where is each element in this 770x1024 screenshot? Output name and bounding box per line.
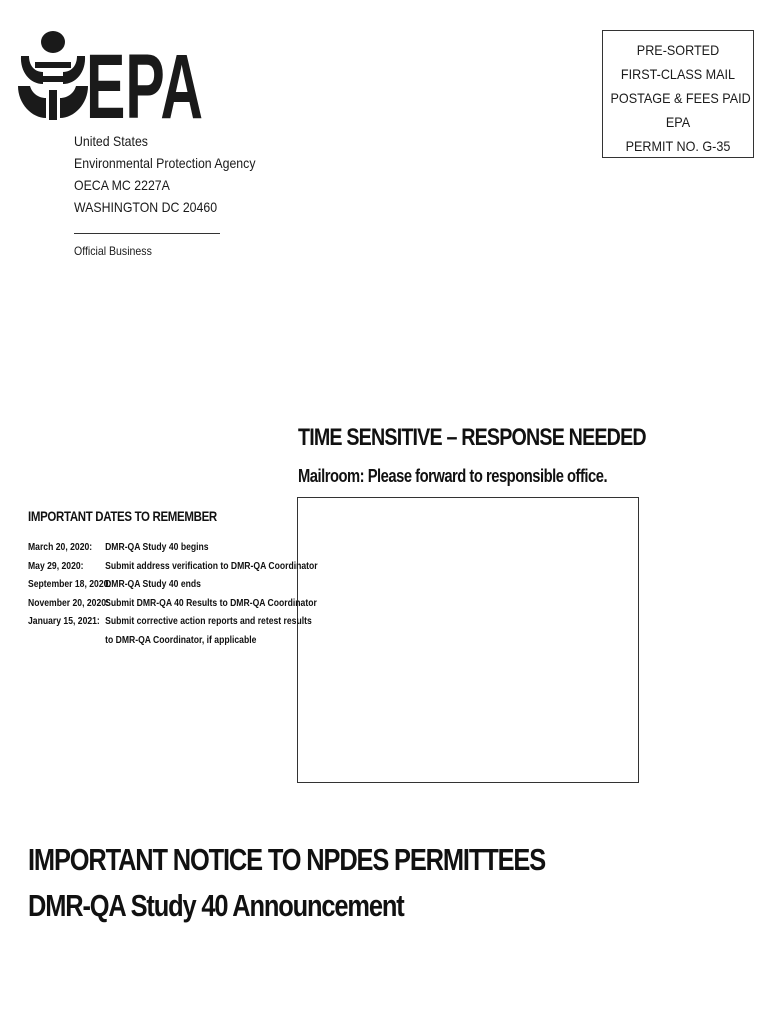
- postage-line-presorted: PRE-SORTED: [636, 42, 720, 58]
- postage-line-class: FIRST-CLASS MAIL: [620, 66, 736, 82]
- date-event: Submit address verification to DMR-QA Coordinator: [105, 559, 318, 572]
- date-label: November 20, 2020:: [28, 596, 109, 609]
- epa-logo: [16, 28, 206, 138]
- date-event: DMR-QA Study 40 begins: [105, 541, 209, 553]
- date-event: Submit DMR-QA 40 Results to DMR-QA Coordinator: [105, 596, 317, 609]
- important-dates-title: IMPORTANT DATES TO REMEMBER: [28, 508, 217, 524]
- notice-subtitle: DMR-QA Study 40 Announcement: [28, 888, 404, 923]
- notice-title: IMPORTANT NOTICE TO NPDES PERMITTEES: [28, 842, 546, 877]
- sender-line-mailcode: OECA MC 2227A: [74, 177, 170, 193]
- recipient-address-window: [297, 497, 639, 783]
- sender-divider: [74, 233, 220, 234]
- date-label: January 15, 2021:: [28, 615, 100, 627]
- date-label: September 18, 2020:: [28, 578, 112, 590]
- date-event-line2: to DMR-QA Coordinator, if applicable: [105, 634, 257, 646]
- time-sensitive-headline: TIME SENSITIVE – RESPONSE NEEDED: [298, 424, 646, 451]
- date-label: March 20, 2020:: [28, 541, 93, 553]
- sender-address: [74, 130, 255, 218]
- sender-line-country: United States: [74, 133, 148, 149]
- epa-wordmark: EPA: [86, 36, 203, 138]
- date-label: May 29, 2020:: [28, 559, 84, 572]
- epa-flower-logo-icon: [16, 28, 206, 138]
- postage-line-fees: POSTAGE & FEES PAID: [610, 90, 751, 106]
- mailroom-instruction: Mailroom: Please forward to responsible office.: [298, 466, 608, 486]
- date-event: DMR-QA Study 40 ends: [105, 578, 201, 590]
- date-event-line1: Submit corrective action reports and retest results: [105, 615, 312, 627]
- sender-line-city: WASHINGTON DC 20460: [74, 199, 218, 215]
- postage-line-agency: EPA: [665, 114, 691, 130]
- postage-indicia: [602, 30, 754, 158]
- sender-line-agency: Environmental Protection Agency: [74, 155, 256, 171]
- official-business-label: Official Business: [74, 244, 152, 258]
- postage-line-permit: PERMIT NO. G-35: [625, 138, 731, 154]
- date-event: [105, 612, 312, 646]
